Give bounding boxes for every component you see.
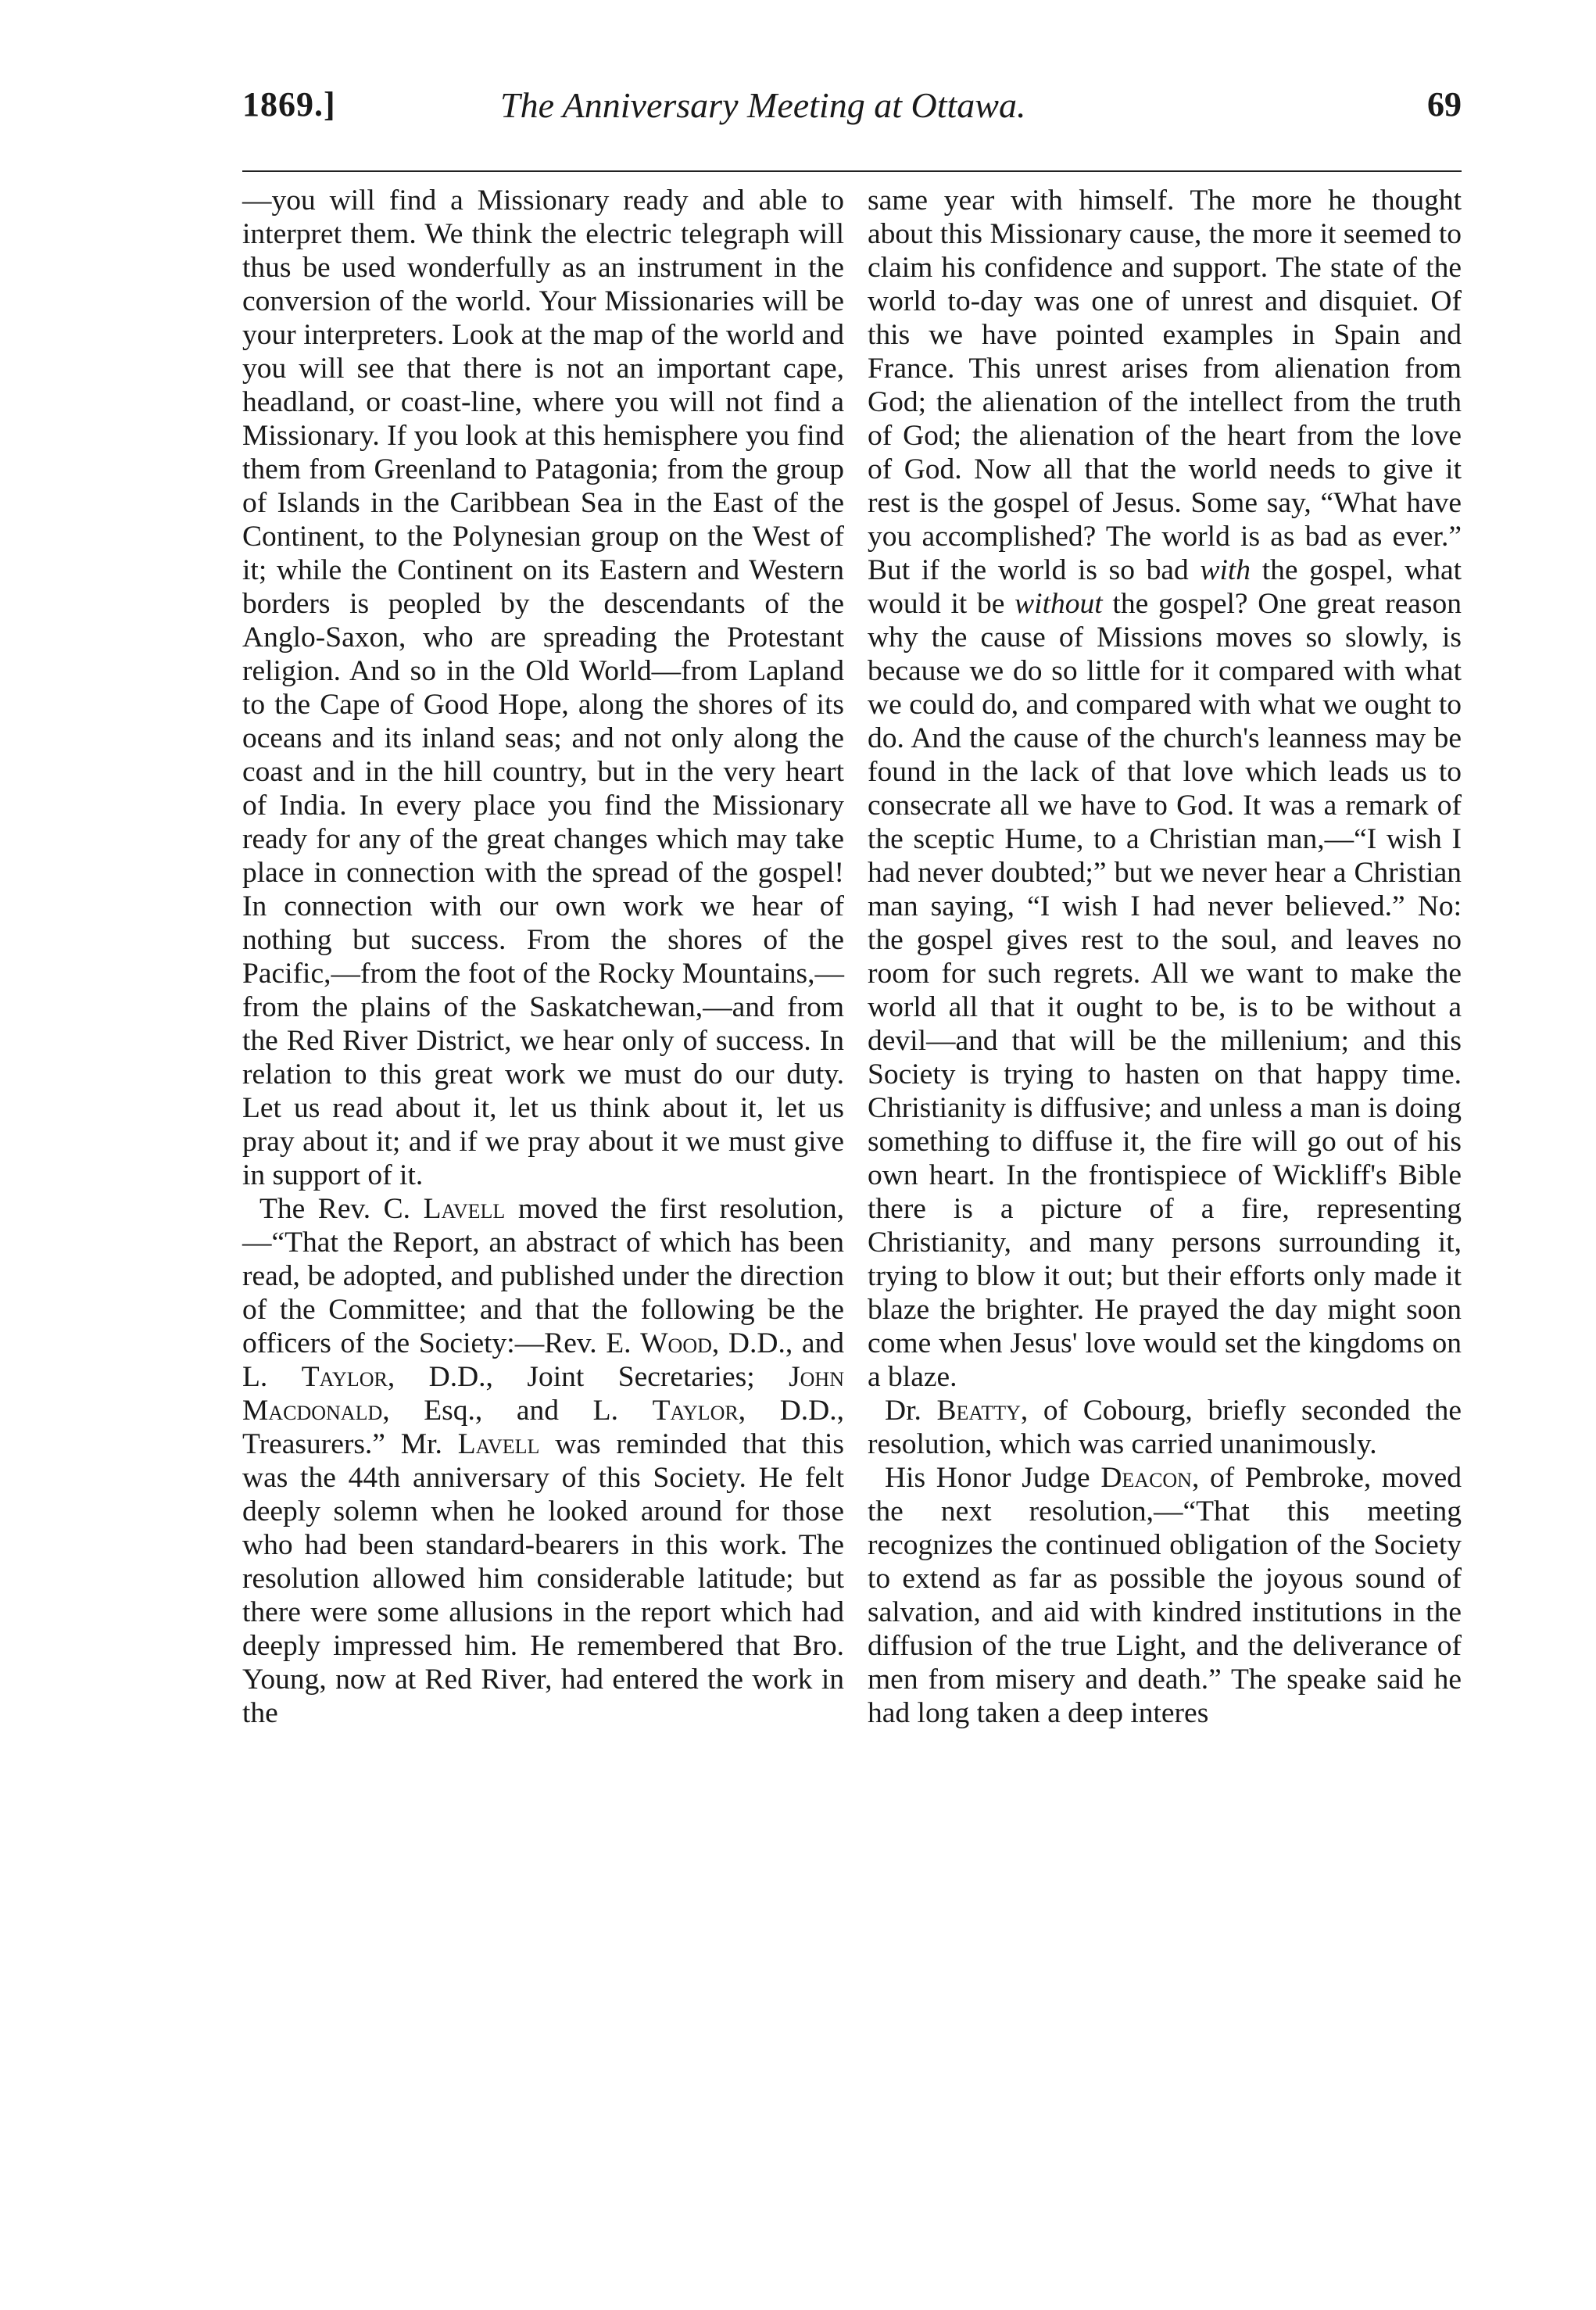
text-run: same year with himself. The more he thought about this Missionary cause, the more it seemed to claim his confidence and support. The state of the world to-day was one of unrest and disquiet. Of this we have pointed examples in Spain and France. This unrest arises from alienation from God; the alienation of the intellect from the truth of God; the alienation of the heart from the love of God. Now all that the world needs to give it rest is the gospel of Jesus. Some say, “What have you accomplished? The world is as bad as ever.” But if the world is so bad — [868, 184, 1462, 586]
right-paragraph-3 — [868, 1461, 1462, 1730]
page-header — [242, 84, 1462, 147]
emphasis-without: without — [1014, 588, 1103, 620]
text-run: , of Pembroke, moved the next resolution,—“That this meeting recognizes the continued obligation of the Society to extend as far as possible the joyous sound of salvation, and aid with kindred institutions in the diffusion of the true Light, and the deliverance of men from misery and death.” The speake said he had long taken a deep interes — [868, 1462, 1462, 1729]
speaker-name: Lavell — [423, 1193, 506, 1225]
page-number: 69 — [1427, 85, 1462, 124]
text-run: Dr. — [885, 1395, 937, 1427]
text-run: , D.D., and L. — [242, 1327, 844, 1393]
officer-name: John Macdonald — [242, 1361, 844, 1427]
officer-name: Wood — [640, 1327, 712, 1359]
right-paragraph-2 — [868, 1394, 1462, 1461]
header-rule — [242, 170, 1462, 172]
right-column — [868, 184, 1462, 1730]
header-year: 1869.] — [242, 85, 336, 124]
emphasis-with: with — [1200, 554, 1251, 586]
left-column — [242, 184, 844, 1730]
speaker-name: Deacon — [1100, 1462, 1192, 1494]
officer-name: Taylor — [301, 1361, 388, 1393]
left-paragraph-2 — [242, 1192, 844, 1730]
officer-name: Taylor — [652, 1395, 739, 1427]
text-run: , Esq., and L. — [382, 1395, 653, 1427]
speaker-name: Beatty — [936, 1395, 1021, 1427]
text-run: was reminded that this was the 44th anniversary of this Society. He felt deeply solemn when he looked around for those who had been standard-bearers in this work. The resolution allowed him considerable latitude; but there were some allusions in the report which had deeply impressed him. He remembered that Bro. Young, now at Red River, had entered the work in the — [242, 1428, 844, 1729]
text-run: The Rev. C. — [259, 1193, 424, 1225]
text-run: , D.D., Treasurers.” Mr. — [242, 1395, 844, 1460]
left-paragraph-1: —you will find a Missionary ready and able to interpret them. We think the electric telegraph will thus be used wonderfully as an instrument in the conversion of the world. Your Missionaries will be your interpreters. Look at the map of the world and you will see that there is not an important cape, headland, or coast-line, where you will not find a Missionary. If you look at this hemisphere you find them from Greenland to Patagonia; from the group of Islands in the Caribbean Sea in the East of the Continent, to the Polynesian group on the West of it; while the Continent on its Eastern and Western borders is peopled by the descendants of the Anglo-Saxon, who are spreading the Protestant religion. And so in the Old World—from Lapland to the Cape of Good Hope, along the shores of its oceans and its inland seas; and not only along the coast and in the hill country, but in the very heart of India. In every place you find the Missionary ready for any of the great changes which may take place in connection with the spread of the gospel! In connection with our own work we hear of nothing but success. From the shores of the Pacific,—from the foot of the Rocky Mountains,—from the plains of the Saskatchewan,—and from the Red River District, we hear only of success. In relation to this great work we must do our duty. Let us read about it, let us think about it, let us pray about it; and if we pray about it we must give in support of it. — [242, 184, 844, 1191]
running-title: The Anniversary Meeting at Ottawa. — [500, 85, 1026, 125]
text-run: the gospel, what would it be — [868, 554, 1462, 620]
text-run: , of Cobourg, briefly seconded the resolution, which was carried unanimously. — [868, 1395, 1462, 1460]
text-run: moved the first resolution,—“That the Report, an abstract of which has been read, be adopted, and published under the direction of the Committee; and that the following be the officers of the Society:—Rev. E. — [242, 1193, 844, 1359]
text-run: the gospel? One great reason why the cause of Missions moves so slowly, is because we do so little for it compared with what we could do, and compared with what we ought to do. And the cause of the church's leanness may be found in the lack of that love which leads us to consecrate all we have to God. It was a remark of the sceptic Hume, to a Christian man,—“I wish I had never doubted;” but we never hear a Christian man saying, “I wish I had never believed.” No: the gospel gives rest to the soul, and leaves no room for such regrets. All we want to make the world all that it ought to be, is to be without a devil—and that will be the millenium; and this Society is trying to hasten on that happy time. Christianity is diffusive; and unless a man is doing something to diffuse it, the fire will go out of his own heart. In the frontispiece of Wickliff's Bible there is a picture of a fire, representing Christianity, and many persons surrounding it, trying to blow it out; but their efforts only made it blaze the brighter. He prayed the day might soon come when Jesus' love would set the kingdoms on a blaze. — [868, 588, 1462, 1393]
text-run: , D.D., Joint Secretaries; — [387, 1361, 789, 1393]
text-run: His Honor Judge — [885, 1462, 1101, 1494]
right-paragraph-1 — [868, 184, 1462, 1394]
speaker-name: Lavell — [457, 1428, 540, 1460]
